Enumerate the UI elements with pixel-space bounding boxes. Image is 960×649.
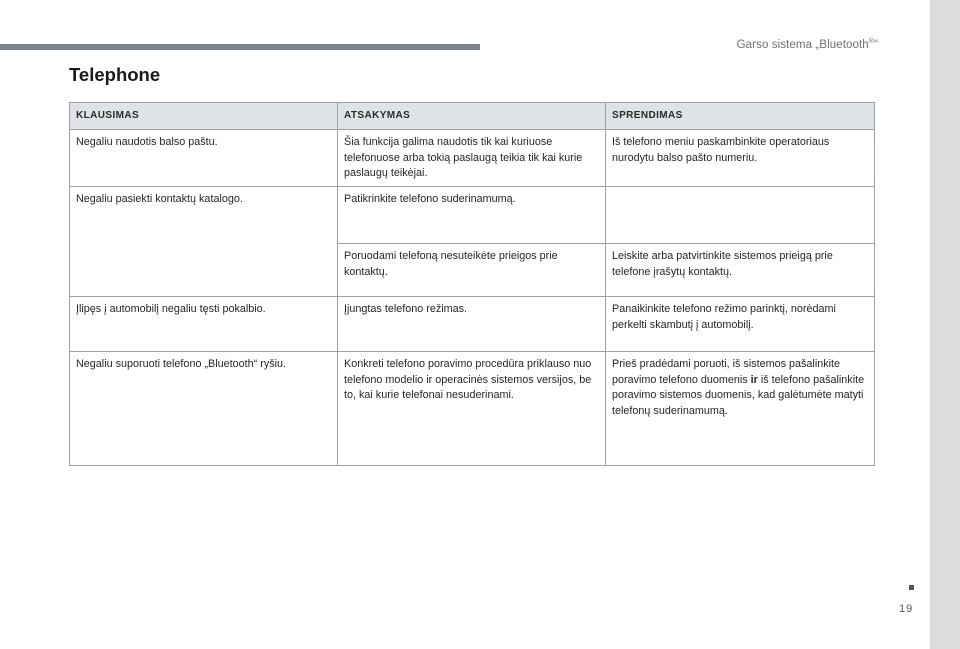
solution-cell: Iš telefono meniu paskambinkite operatoriaus nurodytu balso pašto numeriu. (606, 130, 875, 187)
question-cell: Negaliu pasiekti kontaktų katalogo. (70, 187, 338, 297)
page-edge-strip (930, 0, 960, 649)
solution-cell: Prieš pradėdami poruoti, iš sistemos pašalinkite poravimo telefono duomenis ir iš telefono pašalinkite poravimo sistemos duomenis, kad galėtumėte matyti telefonų suderinamumą. (606, 352, 875, 466)
solution-cell: Leiskite arba patvirtinkite sistemos prieigą prie telefone įrašytų kontaktų. (606, 244, 875, 297)
column-header-question: KLAUSIMAS (70, 103, 338, 130)
troubleshooting-table (69, 102, 875, 466)
answer-cell: Šia funkcija galima naudotis tik kai kuriuose telefonuose arba tokią paslaugą teikia tik kai kurie paslaugų teikėjai. (338, 130, 606, 187)
page-number: 19 (899, 603, 914, 615)
running-header: Garso sistema „Bluetooth®“ (736, 38, 878, 51)
table-row (70, 130, 875, 187)
header-rule (0, 44, 480, 50)
table-row (70, 297, 875, 352)
table-row (70, 352, 875, 466)
answer-cell: Konkreti telefono poravimo procedūra priklauso nuo telefono modelio ir operacinės sistemos versijos, be to, kai kurie telefonai nesuderinami. (338, 352, 606, 466)
question-cell: Įlipęs į automobilį negaliu tęsti pokalbio. (70, 297, 338, 352)
answer-cell: Poruodami telefoną nesuteikėte prieigos prie kontaktų. (338, 244, 606, 297)
solution-cell (606, 187, 875, 244)
question-cell: Negaliu suporuoti telefono „Bluetooth“ ryšiu. (70, 352, 338, 466)
answer-cell: Patikrinkite telefono suderinamumą. (338, 187, 606, 244)
question-cell: Negaliu naudotis balso paštu. (70, 130, 338, 187)
table-header-row (70, 103, 875, 130)
column-header-answer: ATSAKYMAS (338, 103, 606, 130)
solution-cell: Panaikinkite telefono režimo parinktį, norėdami perkelti skambutį į automobilį. (606, 297, 875, 352)
page-marker (909, 585, 914, 590)
table-row (70, 187, 875, 244)
column-header-solution: SPRENDIMAS (606, 103, 875, 130)
section-title: Telephone (69, 64, 161, 85)
answer-cell: Įjungtas telefono režimas. (338, 297, 606, 352)
